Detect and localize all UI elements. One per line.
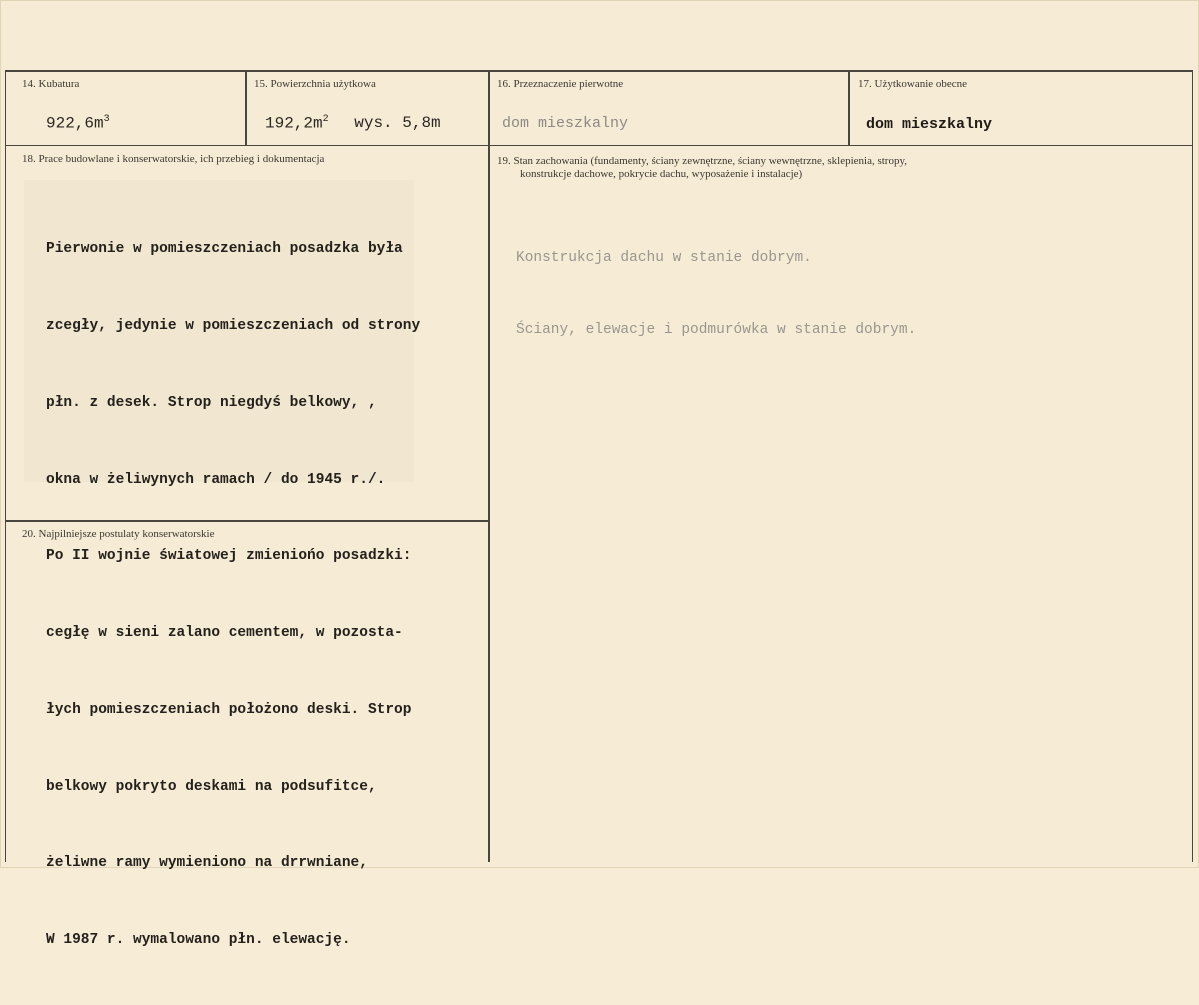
field-18-text: [46, 186, 420, 1005]
divider-16-17: [848, 70, 850, 146]
right-border: [1192, 70, 1193, 862]
top-rule: [5, 70, 1193, 72]
divider-14-15: [245, 70, 247, 146]
field-15-label: 15. Powierzchnia użytkowa: [254, 78, 376, 90]
field-17-label: 17. Użytkowanie obecne: [858, 78, 968, 90]
divider-main: [488, 70, 490, 862]
field-14-value: [46, 114, 110, 132]
field-20-label: 20. Najpilniejsze postulaty konserwatorskie: [22, 528, 215, 540]
field-16-value: dom mieszkalny: [502, 115, 629, 132]
field-18-line: płn. z desek. Strop niegdyś belkowy, ,: [46, 394, 377, 411]
field-18-line: łych pomieszczeniach położono deski. Strop: [46, 701, 412, 718]
field-14-exponent: 3: [103, 114, 110, 125]
field-19-line: Ściany, elewacje i podmurówka w stanie dobrym.: [516, 322, 917, 338]
field-15-exponent: 2: [322, 114, 329, 125]
field-18-line: W 1987 r. wymalowano płn. elewację.: [46, 932, 351, 949]
field-19-label-line2: konstrukcje dachowe, pokrycie dachu, wyposażenie i instalacje): [520, 168, 803, 180]
field-18-line: zcegły, jedynie w pomieszczeniach od strony: [46, 317, 421, 334]
field-19-text: [516, 198, 916, 390]
field-18-label: 18. Prace budowlane i konserwatorskie, ich przebieg i dokumentacja: [22, 153, 325, 165]
row1-rule: [5, 145, 1193, 146]
field-18-line: cegłę w sieni zalano cementem, w pozosta-: [46, 625, 403, 642]
field-14-number: 922,6m: [46, 114, 104, 133]
field-17-value: dom mieszkalny: [866, 116, 993, 133]
field-14-label: 14. Kubatura: [22, 78, 80, 90]
field-18-line: Po II wojnie światowej zmieniońo posadzki:: [46, 548, 412, 565]
left-border: [5, 70, 6, 862]
field-18-line: belkowy pokryto deskami na podsufitce,: [46, 778, 377, 795]
field-15-height: wys. 5,8m: [354, 114, 441, 133]
field-19-label-line1: 19. Stan zachowania (fundamenty, ściany zewnętrzne, ściany wewnętrzne, sklepienia, stropy,: [497, 155, 908, 167]
field-19-line: Konstrukcja dachu w stanie dobrym.: [516, 250, 812, 266]
field-18-line: okna w żeliwynych ramach / do 1945 r./.: [46, 471, 386, 488]
field-18-line: żeliwne ramy wymieniono na drrwniane,: [46, 855, 368, 872]
field-18-line: Pierwonie w pomieszczeniach posadzka była: [46, 241, 403, 258]
field-15-value: [265, 114, 441, 132]
field-15-number: 192,2m: [265, 114, 323, 133]
field-16-label: 16. Przeznaczenie pierwotne: [497, 78, 624, 90]
